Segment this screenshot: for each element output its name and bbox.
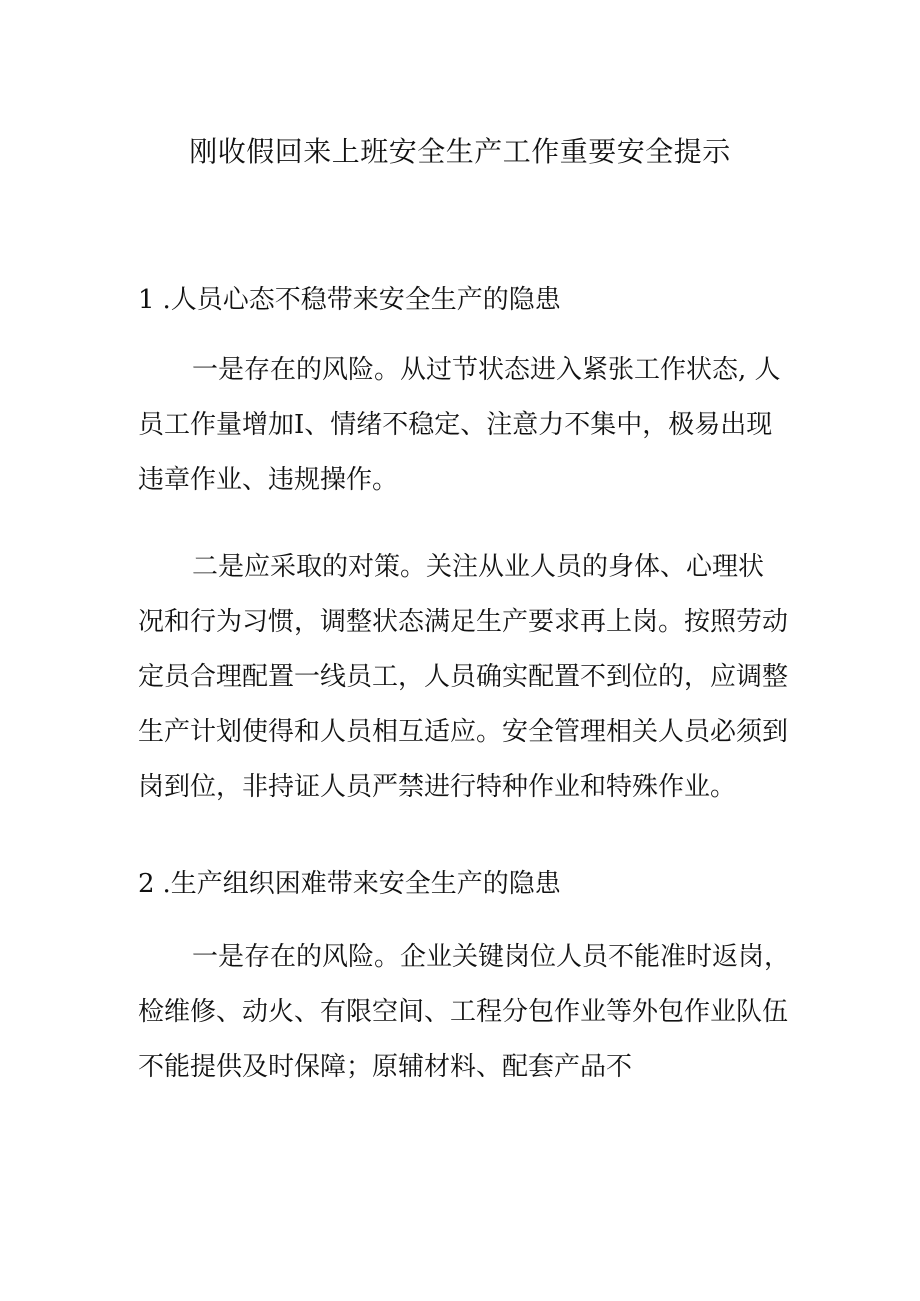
paragraph-line: 二是应采取的对策。关注从业人员的身体、心理状: [192, 552, 765, 582]
paragraph-line: 不能提供及时保障；原辅材料、配套产品不: [138, 1052, 633, 1082]
section-heading-text-1: .人员心态不稳带来安全生产的隐患: [162, 285, 561, 315]
document-title: 刚收假回来上班安全生产工作重要安全提示: [189, 135, 731, 168]
paragraph-line: 定员合理配置一线员工，人员确实配置不到位的，应调整: [138, 662, 789, 692]
section-1-paragraph-2: [138, 540, 788, 815]
paragraph-line: 岗到位，非持证人员严禁进行特种作业和特殊作业。: [138, 772, 737, 802]
section-number-2: 2: [138, 869, 155, 899]
paragraph-line: 生产计划使得和人员相互适应。安全管理相关人员必须到: [138, 717, 789, 747]
paragraph-line: 一是存在的风险。从过节状态进入紧张工作状态, 人: [192, 355, 781, 385]
section-number-1: 1: [138, 285, 155, 315]
section-heading-2: [138, 864, 798, 904]
paragraph-line: 员工作量增加I、情绪不稳定、注意力不集中，极易出现: [138, 410, 773, 440]
section-heading-1: [138, 280, 798, 320]
section-1-paragraph-1: [138, 343, 788, 508]
paragraph-line: 违章作业、违规操作。: [138, 465, 399, 495]
paragraph-line: 检维修、动火、有限空间、工程分包作业等外包作业队伍: [138, 997, 789, 1027]
paragraph-line: 一是存在的风险。企业关键岗位人员不能准时返岗，: [192, 942, 791, 972]
section-2-paragraph-1: [138, 930, 791, 1095]
paragraph-line: 况和行为习惯，调整状态满足生产要求再上岗。按照劳动: [138, 607, 789, 637]
section-heading-text-2: .生产组织困难带来安全生产的隐患: [162, 869, 561, 899]
